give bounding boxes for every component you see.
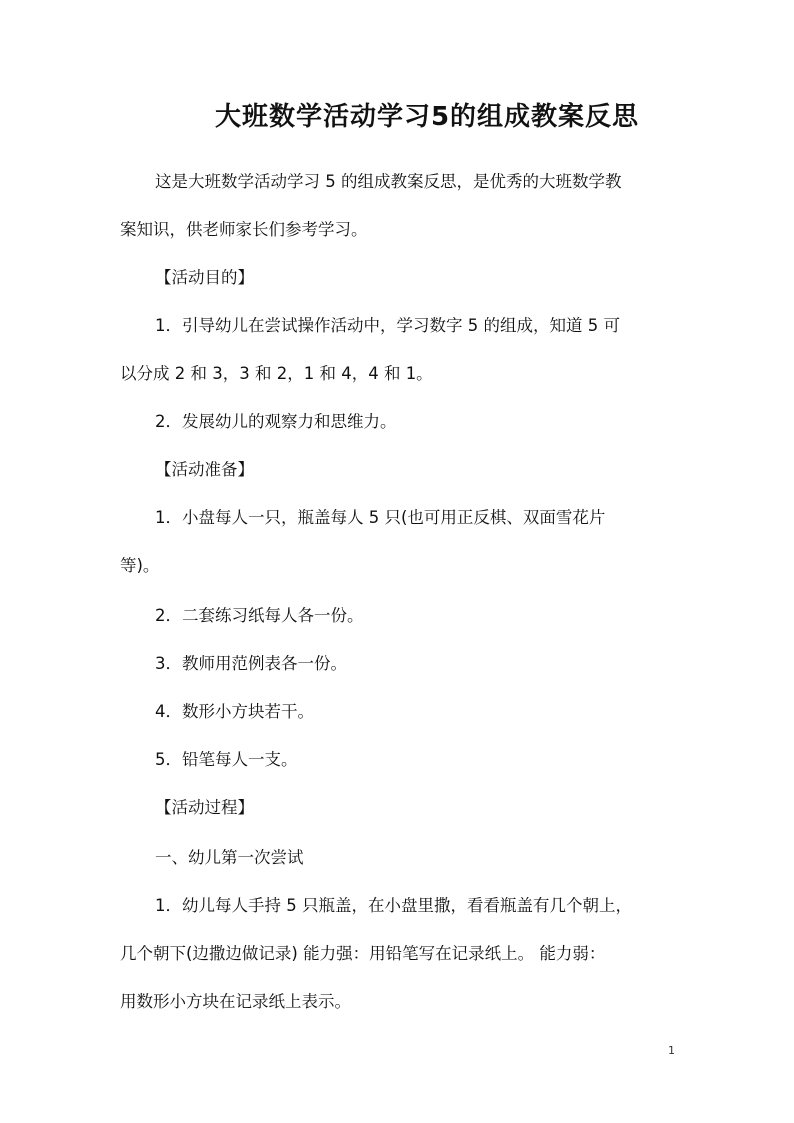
process-heading-1: 一、幼儿第一次尝试 bbox=[155, 848, 304, 867]
prep-5: 5．铅笔每人一支。 bbox=[155, 750, 298, 769]
prep-4: 4．数形小方块若干。 bbox=[155, 702, 314, 721]
prep-1-line-2: 等)。 bbox=[120, 556, 160, 575]
goal-2: 2．发展幼儿的观察力和思维力。 bbox=[155, 412, 397, 431]
page-number: 1 bbox=[668, 1044, 675, 1057]
process-1-line-3: 用数形小方块在记录纸上表示。 bbox=[120, 992, 351, 1011]
section-heading-goals: 【活动目的】 bbox=[155, 268, 254, 287]
prep-3: 3．教师用范例表各一份。 bbox=[155, 654, 347, 673]
intro-line-1: 这是大班数学活动学习 5 的组成教案反思，是优秀的大班数学教 bbox=[155, 172, 622, 191]
prep-2: 2．二套练习纸每人各一份。 bbox=[155, 606, 364, 625]
prep-1-line-1: 1．小盘每人一只，瓶盖每人 5 只(也可用正反棋、双面雪花片 bbox=[155, 508, 606, 527]
intro-line-2: 案知识，供老师家长们参考学习。 bbox=[120, 220, 368, 239]
document-title: 大班数学活动学习5的组成教案反思 bbox=[214, 102, 640, 132]
section-heading-prep: 【活动准备】 bbox=[155, 460, 254, 479]
process-1-line-1: 1．幼儿每人手持 5 只瓶盖，在小盘里撒，看看瓶盖有几个朝上， bbox=[155, 896, 632, 915]
goal-1-line-1: 1．引导幼儿在尝试操作活动中，学习数字 5 的组成，知道 5 可 bbox=[155, 316, 620, 335]
process-1-line-2: 几个朝下(边撒边做记录) 能力强：用铅笔写在记录纸上。 能力弱： bbox=[120, 944, 606, 963]
section-heading-process: 【活动过程】 bbox=[155, 798, 254, 817]
goal-1-line-2: 以分成 2 和 3，3 和 2，1 和 4，4 和 1。 bbox=[120, 364, 433, 383]
